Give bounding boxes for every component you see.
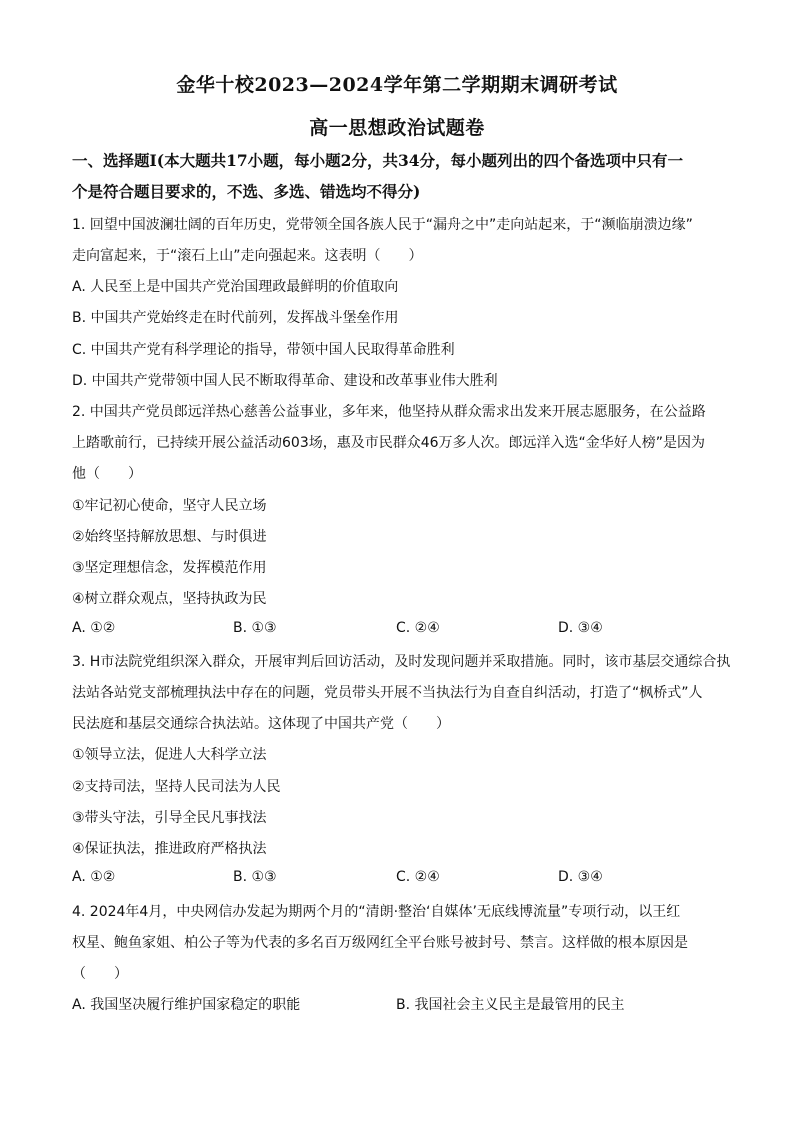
- q3-stem-line3: 民法庭和基层交通综合执法站。这体现了中国共产党（ ）: [72, 716, 450, 732]
- q3-stem-line1: 3. H市法院党组织深入群众，开展审判后回访活动，及时发现问题并采取措施。同时，该市基层交通综合执: [72, 654, 731, 670]
- section-heading: [72, 145, 732, 207]
- q3-item-4: ④保证执法，推进政府严格执法: [72, 841, 267, 857]
- q4-stem-line3: （ ）: [72, 966, 128, 982]
- q2-option-b: B. ①③: [233, 620, 277, 636]
- q1-stem-line1: 1. 回望中国波澜壮阔的百年历史，党带领全国各族人民于“漏舟之中”走向站起来，于“濒临崩溃边缘”: [72, 217, 693, 233]
- q2-option-a: A. ①②: [72, 620, 116, 636]
- q3-item-1: ①领导立法，促进人大科学立法: [72, 747, 267, 763]
- q2-stem-line1: 2. 中国共产党员郎远洋热心慈善公益事业，多年来，他坚持从群众需求出发来开展志愿服务，在公益路: [72, 404, 706, 420]
- exam-title: 金华十校2023—2024学年第二学期期末调研考试: [176, 74, 618, 96]
- q2-item-4: ④树立群众观点，坚持执政为民: [72, 591, 267, 607]
- q3-item-2: ②支持司法，坚持人民司法为人民: [72, 779, 281, 795]
- q2-item-3: ③坚定理想信念，发挥模范作用: [72, 560, 267, 576]
- q3-option-d: D. ③④: [558, 869, 603, 885]
- q3-item-3: ③带头守法，引导全民凡事找法: [72, 810, 267, 826]
- q1-option-b: B. 中国共产党始终走在时代前列，发挥战斗堡垒作用: [72, 310, 399, 326]
- q2-stem-line3: 他（ ）: [72, 466, 142, 482]
- q4-stem-line2: 权星、鲍鱼家姐、柏公子等为代表的多名百万级网红全平台账号被封号、禁言。这样做的根本原因是: [72, 935, 688, 951]
- section-heading-line2: 个是符合题目要求的，不选、多选、错选均不得分): [72, 182, 421, 201]
- q4-option-a: A. 我国坚决履行维护国家稳定的职能: [72, 997, 301, 1013]
- q4-stem-line1: 4. 2024年4月，中央网信办发起为期两个月的“清朗·整治‘自媒体’无底线博流量”专项行动，以王红: [72, 904, 681, 920]
- q1-option-c: C. 中国共产党有科学理论的指导，带领中国人民取得革命胜利: [72, 342, 455, 358]
- q3-option-a: A. ①②: [72, 869, 116, 885]
- q3-stem-line2: 法站各站党支部梳理执法中存在的问题，党员带头开展不当执法行为自查自纠活动，打造了“枫桥式”人: [72, 685, 703, 701]
- q1-stem-line2: 走向富起来，于“滚石上山”走向强起来。这表明（ ）: [72, 248, 423, 264]
- q2-option-d: D. ③④: [558, 620, 603, 636]
- q1-option-d: D. 中国共产党带领中国人民不断取得革命、建设和改革事业伟大胜利: [72, 373, 498, 389]
- q2-option-c: C. ②④: [396, 620, 440, 636]
- q2-item-1: ①牢记初心使命，坚守人民立场: [72, 498, 267, 514]
- section-heading-line1: 一、选择题Ⅰ(本大题共17小题，每小题2分，共34分，每小题列出的四个备选项中只有一: [72, 151, 684, 170]
- q4-option-b: B. 我国社会主义民主是最管用的民主: [396, 997, 625, 1013]
- q1-option-a: A. 人民至上是中国共产党治国理政最鲜明的价值取向: [72, 279, 399, 295]
- q3-option-c: C. ②④: [396, 869, 440, 885]
- q3-option-b: B. ①③: [233, 869, 277, 885]
- q2-item-2: ②始终坚持解放思想、与时俱进: [72, 529, 267, 545]
- exam-subtitle: 高一思想政治试题卷: [309, 117, 485, 139]
- q2-stem-line2: 上踏歌前行，已持续开展公益活动603场，惠及市民群众46万多人次。郎远洋入选“金华好人榜”是因为: [72, 435, 706, 451]
